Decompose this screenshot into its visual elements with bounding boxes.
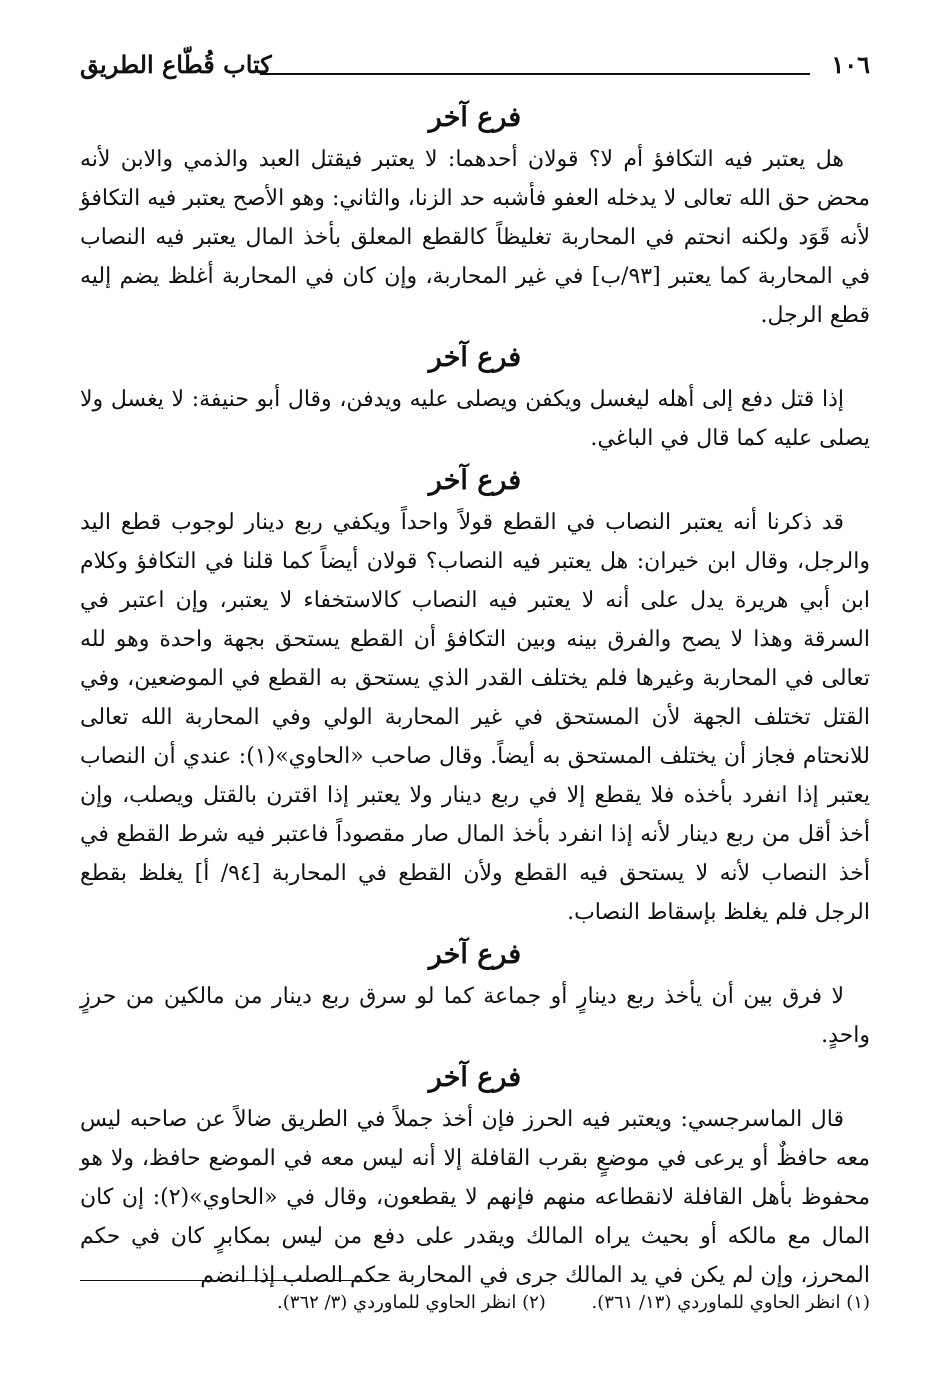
section — [80, 932, 870, 1055]
section-paragraph — [80, 503, 870, 932]
section-heading: فرع آخر — [428, 465, 522, 496]
section-heading: فرع آخر — [428, 939, 522, 970]
footnotes — [237, 1292, 870, 1313]
book-title: كتاب قُطّاع الطريق — [80, 50, 272, 79]
footnote: (٢) انظر الحاوي للماوردي (٣/ ٣٦٢). — [277, 1292, 546, 1313]
section-heading: فرع آخر — [428, 1062, 522, 1093]
section-heading: فرع آخر — [428, 102, 522, 133]
section — [80, 1055, 870, 1295]
section-paragraph — [80, 140, 870, 335]
page-number: ١٠٦ — [831, 50, 870, 79]
footnote: (١) انظر الحاوي للماوردي (١٣/ ٣٦١). — [591, 1292, 870, 1313]
section-heading: فرع آخر — [428, 342, 522, 373]
paragraph-text: قال الماسرجسي: ويعتبر فيه الحرز فإن أخذ جملاً في الطريق ضالاً عن صاحبه ليس معه حافظٌ أو يرعى في موضعٍ بقرب القافلة إلا أنه ليس معه في الموضع حافظ، ولا هو محفوظ بأهل القافلة لانقطاعه منهم فإنهم لا يقطعون، وقال في «الحاوي»(٢): إن كان المال مع مالكه أو بحيث يراه المالك ويقدر على دفع من ليس بمكابرٍ كان في حكم المحرز، وإن لم يكن في يد المالك جرى في المحاربة حكم الصلب إذا انضم — [80, 1107, 870, 1288]
book-page — [80, 40, 870, 1340]
page-header — [80, 50, 870, 90]
section — [80, 335, 870, 458]
section-paragraph — [80, 977, 870, 1055]
section — [80, 95, 870, 335]
paragraph-text: هل يعتبر فيه التكافؤ أم لا؟ قولان أحدهما: لا يعتبر فيقتل العبد والذمي والابن لأنه محض حق الله تعالى لا يدخله العفو فأشبه حد الزنا، والثاني: وهو الأصح يعتبر فيه التكافؤ لأنه قَوَد ولكنه انحتم في المحاربة تغليظاً كالقطع المعلق بأخذ المال يعتبر فيه النصاب في المحاربة كما يعتبر [٩٣/ب] في غير المحاربة، وإن كان في المحاربة أغلظ يضم إليه قطع الرجل. — [80, 147, 870, 328]
paragraph-text: لا فرق بين أن يأخذ ربع دينارٍ أو جماعة كما لو سرق ربع دينار من مالكين من حرزٍ واحدٍ. — [80, 984, 870, 1048]
paragraph-text: إذا قتل دفع إلى أهله ليغسل ويكفن ويصلى عليه ويدفن، وقال أبو حنيفة: لا يغسل ولا يصلى عليه كما قال في الباغي. — [80, 387, 870, 451]
paragraph-text: قد ذكرنا أنه يعتبر النصاب في القطع قولاً واحداً ويكفي ربع دينار لوجوب قطع اليد والرجل، وقال ابن خيران: هل يعتبر فيه النصاب؟ قولان أيضاً كما قلنا في التكافؤ وكلام ابن أبي هريرة يدل على أنه لا يعتبر فيه النصاب كالاستخفاء لا يعتبر، وإن اعتبر في السرقة وهذا لا يصح والفرق بينه وبين التكافؤ أن القطع يستحق بجهة واحدة وهو لله تعالى في المحاربة وغيرها فلم يختلف القدر الذي يستحق به القطع في الموضعين، وفي القتل تختلف الجهة لأن المستحق في غير المحاربة الولي وفي المحاربة الله تعالى للانحتام فجاز أن يختلف المستحق به أيضاً. وقال صاحب «الحاوي»(١): عندي أن النصاب يعتبر إذا انفرد بأخذه فلا يقطع إلا في ربع دينار ولا يعتبر إذا اقترن بالقتل ويصلب، وإن أخذ أقل من ربع دينار لأنه إذا انفرد بأخذ المال صار مقصوداً فاعتبر فيه شرط القطع في أخذ النصاب لأنه لا يستحق فيه القطع ولأن القطع في المحاربة [٩٤/ أ] يغلظ بقطع الرجل فلم يغلظ بإسقاط النصاب. — [80, 510, 870, 925]
section — [80, 458, 870, 932]
header-rule — [260, 73, 810, 75]
footnote-rule — [80, 1280, 390, 1281]
section-paragraph — [80, 1100, 870, 1295]
page-body — [80, 95, 870, 1295]
section-paragraph — [80, 380, 870, 458]
